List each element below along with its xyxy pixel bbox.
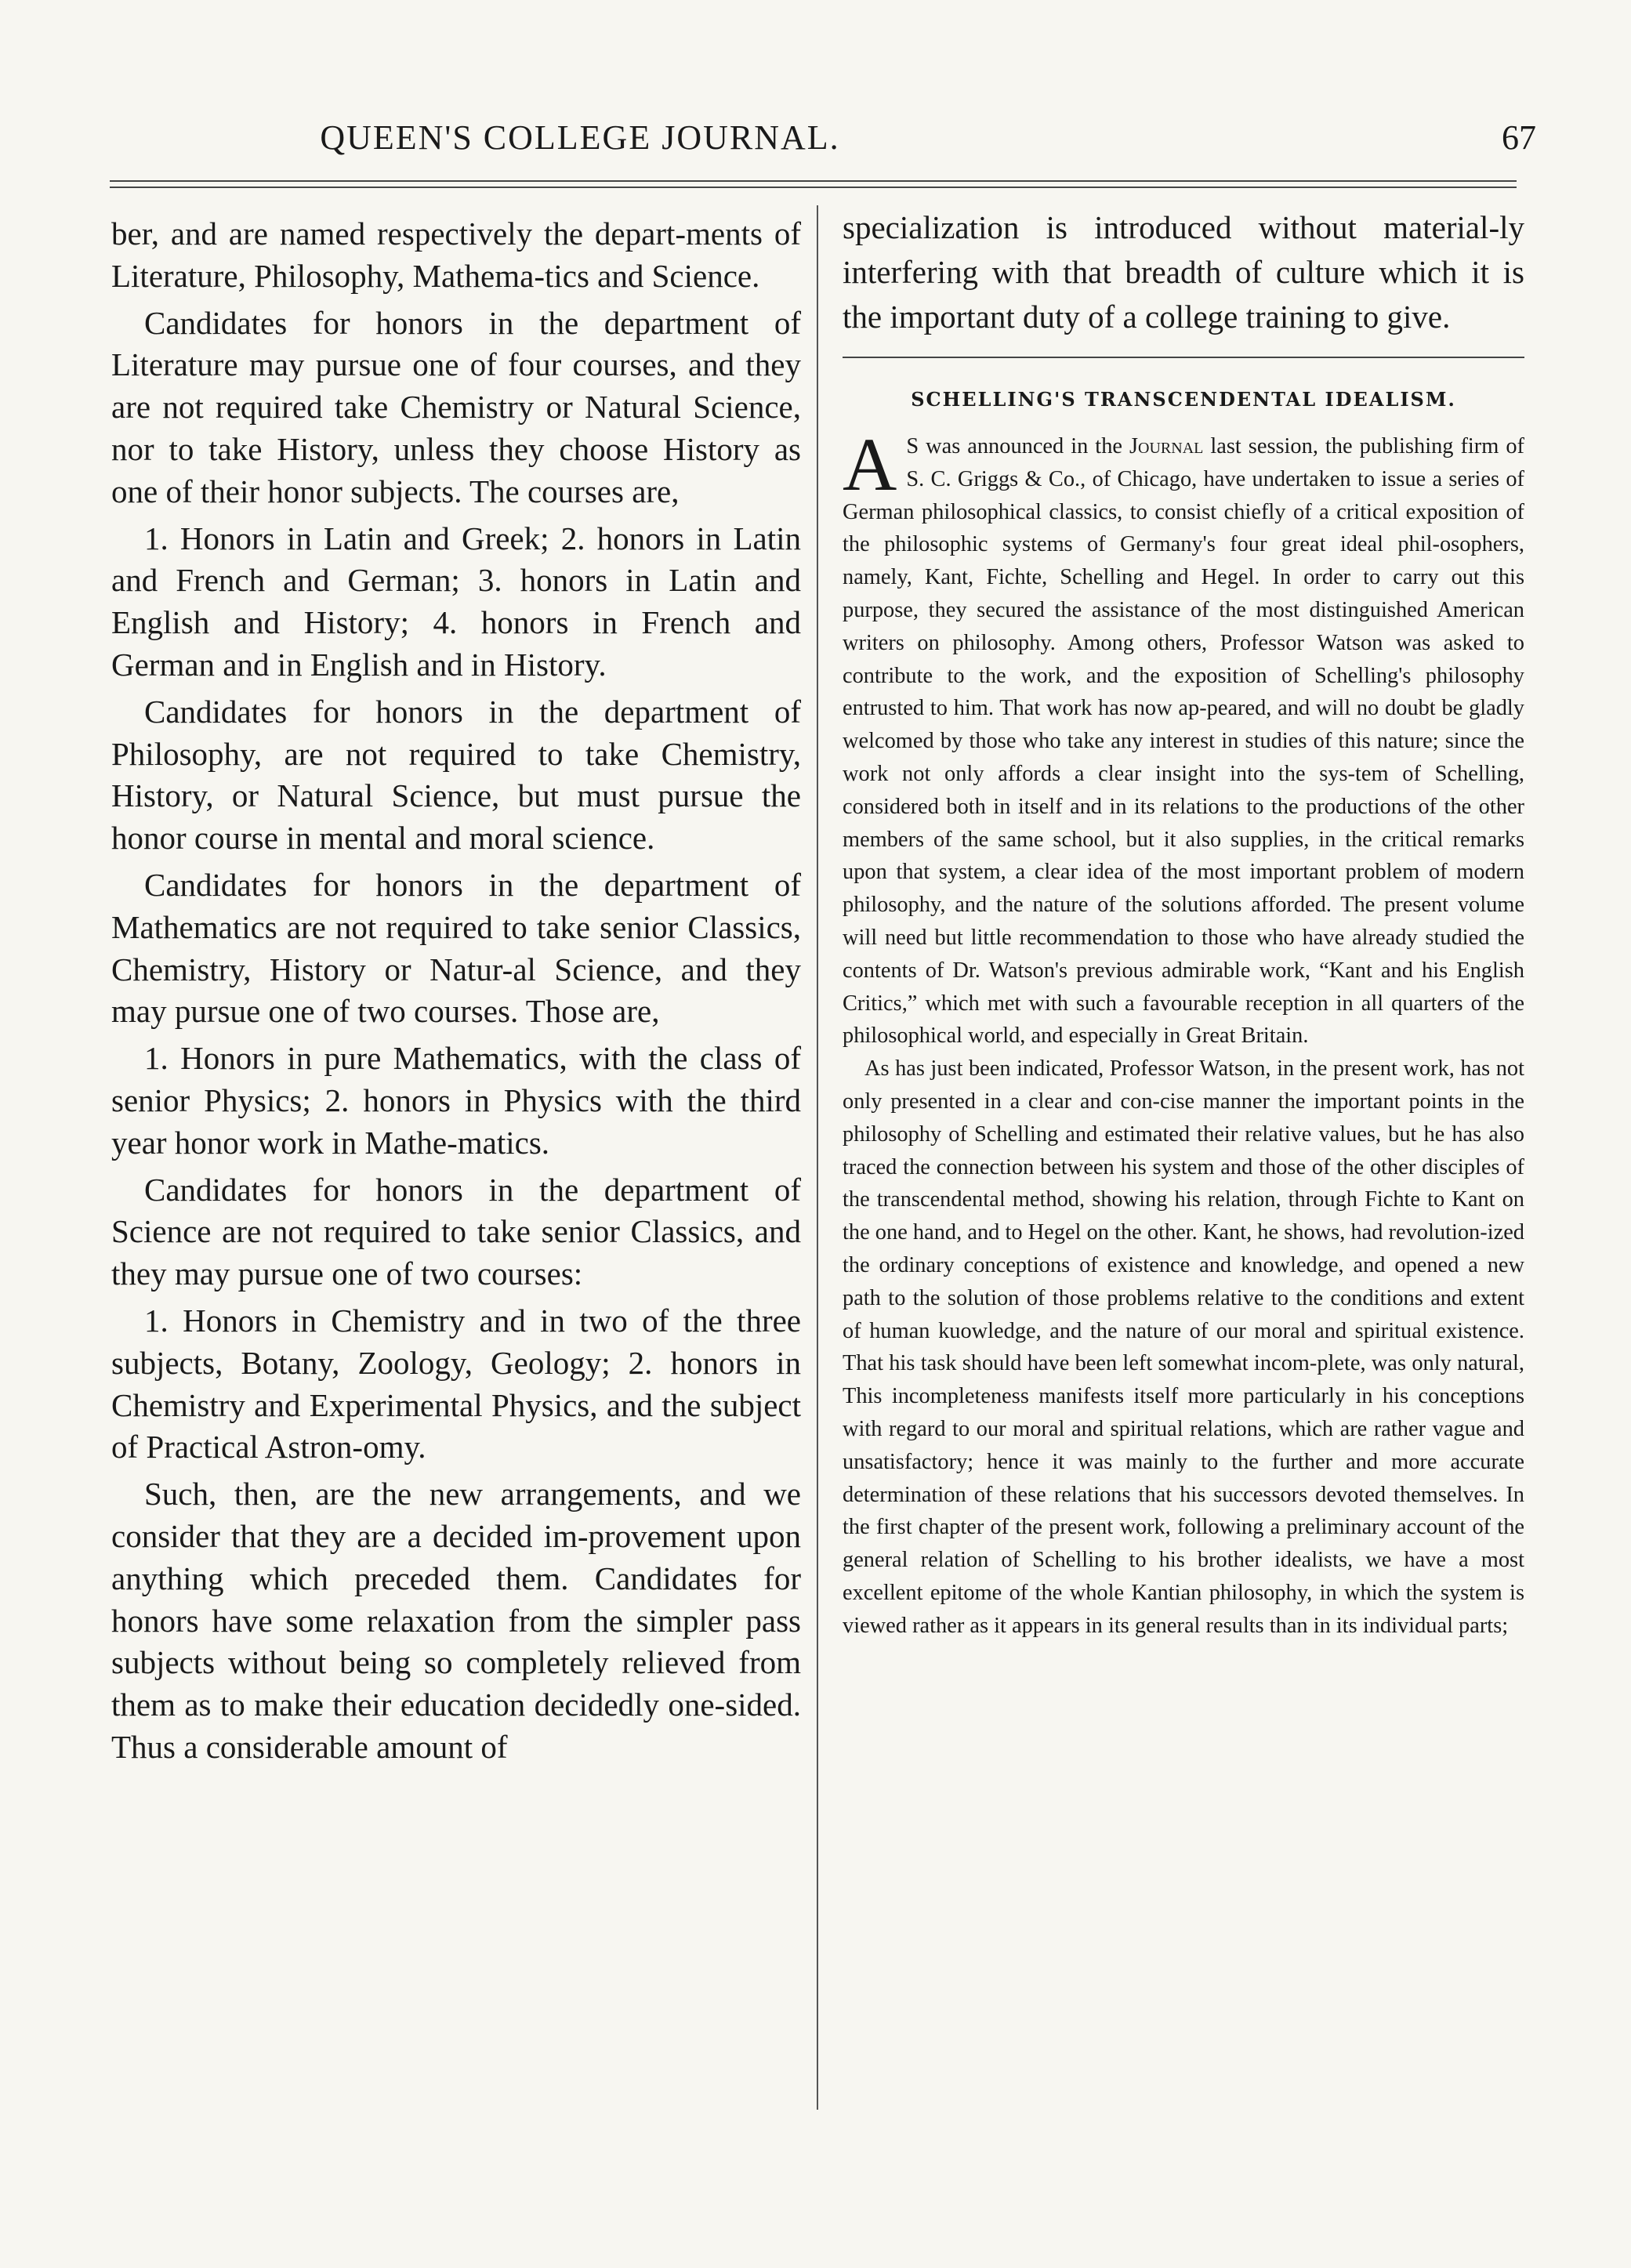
header-rule <box>110 180 1517 182</box>
drop-cap: A <box>843 422 897 506</box>
article-title: SCHELLING'S TRANSCENDENTAL IDEALISM. <box>911 388 1456 411</box>
left-column <box>111 213 801 1773</box>
right-column <box>843 205 1524 1642</box>
left-paragraph: Such, then, are the new arrangements, and we consider that they are a decided im-provement upon anything which preceded them. Candidates for honors have some relaxation from the simpler pass subjects without being so completely relieved from them as to make their education decidedly one-sided. Thus a considerable amount of <box>111 1476 801 1765</box>
column-divider <box>817 205 818 2110</box>
para1-lead: S was announced in the <box>906 434 1129 458</box>
page-number: 67 <box>1502 118 1536 157</box>
left-paragraph: Candidates for honors in the department of Literature may pursue one of four courses, and they are not required take Chemistry or Natural Science, nor to take History, unless they choose History as one of their honor subjects. The courses are, <box>111 304 801 509</box>
left-paragraph: Candidates for honors in the department of Philosophy, are not required to take Chemistry, History, or Natural Science, but must pursue the honor course in mental and moral science. <box>111 693 801 857</box>
left-paragraph: 1. Honors in pure Mathematics, with the class of senior Physics; 2. honors in Physics with the third year honor work in Mathe-matics. <box>111 1040 801 1161</box>
left-paragraph: ber, and are named respectively the depart-ments of Literature, Philosophy, Mathema-tics and Science. <box>111 216 801 294</box>
article-paragraph-1 <box>843 422 1524 1052</box>
journal-name: Journal <box>1129 434 1204 458</box>
left-paragraph: 1. Honors in Chemistry and in two of the three subjects, Botany, Zoology, Geology; 2. honors in Chemistry and Experimental Physics, and the subject of Practical Astron-omy. <box>111 1302 801 1466</box>
article-separator-rule <box>843 357 1524 358</box>
running-header-title: QUEEN'S COLLEGE JOURNAL. <box>320 118 840 157</box>
article-body <box>843 422 1524 1642</box>
left-paragraph: Candidates for honors in the department of Mathematics are not required to take senior Classics, Chemistry, History or Natur-al Science, and they may pursue one of two courses. Those are, <box>111 866 801 1030</box>
header-rule-double <box>110 187 1517 188</box>
left-paragraph: Candidates for honors in the department of Science are not required to take senior Classics, and they may pursue one of two courses: <box>111 1171 801 1292</box>
continuation-paragraph: specialization is introduced without material-ly interfering with that breadth of culture which it is the important duty of a college training to give. <box>843 209 1524 335</box>
article-paragraph-2: As has just been indicated, Professor Watson, in the present work, has not only presented in a clear and con-cise manner the important points in the philosophy of Schelling and estimated their relative values, but he has also traced the connection between his system and those of the other disciples of the transcendental method, showing his relation, through Fichte to Kant on the one hand, and to Hegel on the other. Kant, he shows, had revolution-ized the ordinary conceptions of existence and knowledge, and opened a new path to the solution of those problems relative to the conditions and extent of human kuowledge, and the nature of our moral and spiritual existence. That his task should have been left somewhat incom-plete, was only natural, This incompleteness manifests itself more particularly in his conceptions with regard to our moral and spiritual relations, which are rather vague and unsatisfactory; hence it was mainly to the further and more accurate determination of these relations that his successors devoted themselves. In the first chapter of the present work, following a preliminary account of the general relation of Schelling to his brother idealists, we have a most excellent epitome of the whole Kantian philosophy, in which the system is viewed rather as it appears in its general results than in its individual parts; <box>843 1056 1524 1638</box>
left-paragraph: 1. Honors in Latin and Greek; 2. honors in Latin and French and German; 3. honors in Latin and English and History; 4. honors in French and German and in English and in History. <box>111 520 801 683</box>
para1-body: last session, the publishing firm of S. C. Griggs & Co., of Chicago, have undertaken to issue a series of German philosophical classics, to consist chiefly of a critical exposition of the philosophic systems of Germany's four great ideal phil-osophers, namely, Kant, Fichte, Schelling and Hegel. In order to carry out this purpose, they secured the assistance of the most distinguished American writers on philosophy. Among others, Professor Watson was asked to contribute to the work, and the exposition of Schelling's philosophy entrusted to him. That work has now ap-peared, and will no doubt be gladly welcomed by those who take any interest in studies of this nature; since the work not only affords a clear insight into the sys-tem of Schelling, considered both in itself and in its relations to the productions of the other members of the same school, but it also supplies, in the critical remarks upon that system, a clear idea of the most important problem of modern philosophy, and the nature of the solutions afforded. The present volume will need but little recommendation to those who have already studied the contents of Dr. Watson's previous admirable work, “Kant and his English Critics,” which met with such a favourable reception in all quarters of the philosophical world, and especially in Great Britain. <box>843 434 1524 1049</box>
